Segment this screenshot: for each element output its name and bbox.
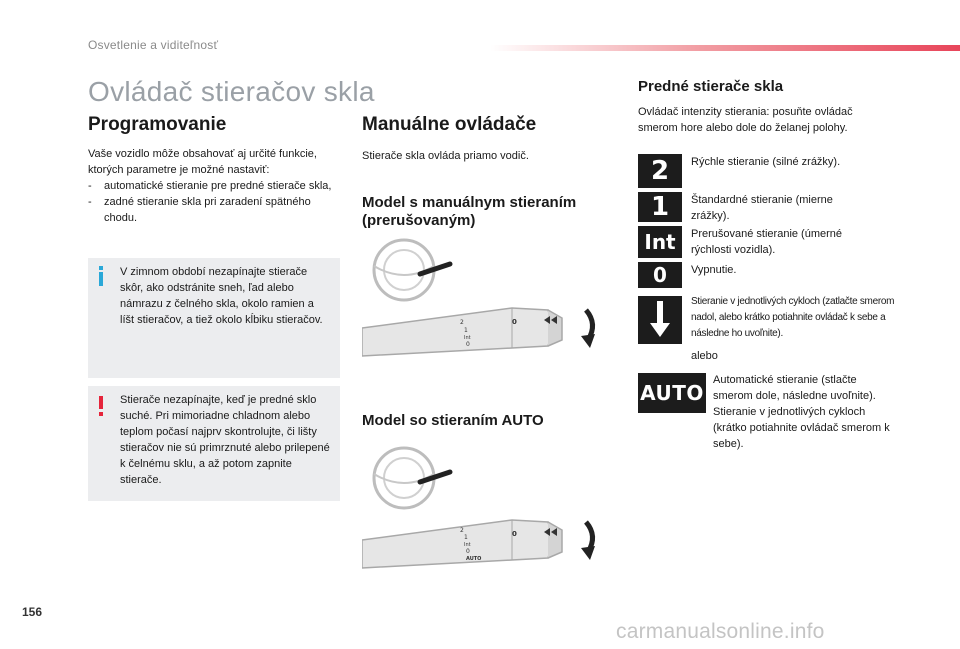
info-icon: [96, 266, 106, 286]
lever-mark: Int: [464, 335, 471, 341]
mode-intermittent-text: Prerušované stieranie (úmerné rýchlosti vozidla).: [691, 228, 843, 256]
header-accent-line: [490, 45, 960, 51]
intermittent-icon: Int: [638, 226, 682, 258]
auto-text: Automatické stieranie (stlačte smerom dole, následne uvoľnite). Stieranie v jednotlivých cykloch (krátko potiahnite ovládač smerom k sebe).: [713, 374, 890, 450]
lever-mark: 0: [466, 548, 470, 555]
warning-text: Stierače nezapínajte, keď je predné sklo suché. Pri mimoriadne chladnom alebo teplom počasí najprv skontrolujte, či lišty stieračov nie sú primrznuté alebo prilepené k čelnému sklu, a až potom zapnite stierače.: [120, 394, 330, 486]
model-intermittent-heading: Model s manuálnym stieraním (prerušovaným): [362, 194, 577, 229]
lever-mark: Int: [464, 542, 471, 548]
programming-list: [88, 178, 343, 226]
lever-mark: 0: [466, 341, 470, 348]
programming-heading: Programovanie: [88, 114, 227, 135]
front-intro: Ovládač intenzity stierania: posuňte ovládač smerom hore alebo dole do želanej polohy.: [638, 106, 853, 134]
auto-icon: AUTO: [638, 373, 706, 413]
mode-fast-text: Rýchle stieranie (silné zrážky).: [691, 156, 841, 168]
lever-mark: 2: [460, 319, 464, 326]
off-icon: 0: [638, 262, 682, 288]
wiper-stalk-illustration-auto: [362, 444, 602, 580]
section-header: Osvetlenie a viditeľnosť: [88, 38, 219, 52]
manual-section: [362, 114, 607, 164]
warning-icon: [96, 396, 106, 416]
front-wipers-section: [638, 78, 888, 136]
lever-mark: 1: [464, 534, 468, 541]
front-heading: Predné stierače skla: [638, 78, 784, 95]
list-item: - automatické stieranie pre predné stierače skla,: [88, 178, 343, 194]
info-text: V zimnom období nezapínajte stierače skôr, ako odstránite sneh, ľad alebo námrazu z čelného skla, okolo ramien a líšt stieračov, a tiež okolo kĺbiku stieračov.: [120, 266, 323, 326]
manual-heading: Manuálne ovládače: [362, 114, 537, 135]
model-auto-heading: Model so stieraním AUTO: [362, 412, 544, 429]
list-item: - zadné stieranie skla pri zaradení spätného chodu.: [88, 194, 343, 226]
speed-2-icon: 2: [638, 154, 682, 188]
manual-intro: Stierače skla ovláda priamo vodič.: [362, 150, 529, 162]
mode-normal-text: Štandardné stieranie (mierne zrážky).: [691, 194, 833, 222]
arrow-down-icon: [638, 296, 682, 344]
lever-mark: 1: [464, 327, 468, 334]
lever-mark: 2: [460, 527, 464, 534]
programming-intro: Vaše vozidlo môže obsahovať aj určité funkcie, ktorých parametre je možné nastaviť:: [88, 148, 317, 176]
or-label: alebo: [691, 350, 718, 362]
speed-1-icon: 1: [638, 192, 682, 222]
wiper-stalk-illustration-intermittent: [362, 236, 602, 368]
svg-text:0: 0: [512, 530, 517, 538]
watermark: carmanualsonline.info: [616, 620, 825, 643]
lever-mark: AUTO: [466, 556, 482, 562]
mode-off-text: Vypnutie.: [691, 264, 737, 276]
page-title: Ovládač stieračov skla: [88, 76, 375, 107]
single-wipe-text: Stieranie v jednotlivých cykloch (zatlačte smerom nadol, alebo krátko potiahnite ovládač k sebe a následne ho uvoľnite).: [691, 296, 895, 339]
programming-section: [88, 114, 343, 226]
svg-text:0: 0: [512, 318, 517, 326]
page-number: 156: [22, 605, 43, 619]
